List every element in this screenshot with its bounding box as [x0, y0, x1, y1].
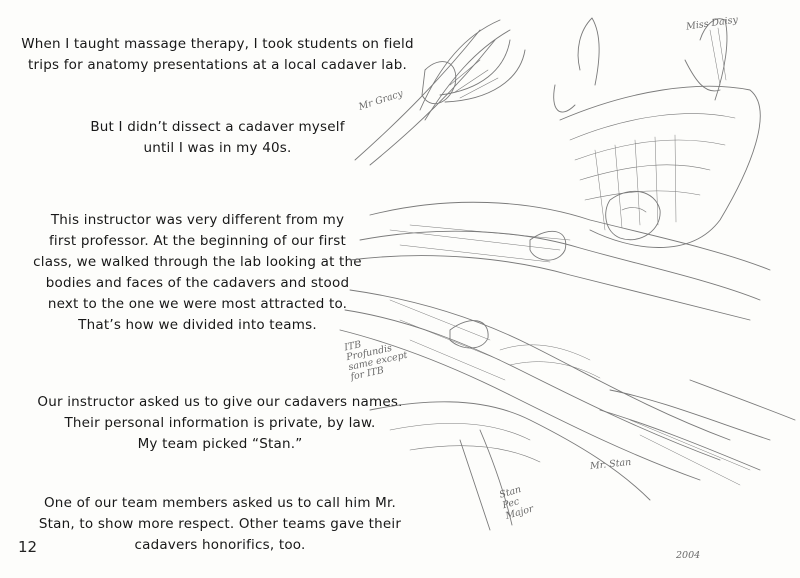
text-line: Our instructor asked us to give our cadavers names.: [37, 394, 403, 410]
text-line: This instructor was very different from my: [50, 212, 345, 228]
text-line: class, we walked through the lab looking at the: [33, 254, 362, 270]
text-line: My team picked “Stan.”: [137, 436, 303, 452]
text-line: When I taught massage therapy, I took students on field: [21, 36, 414, 52]
text-line: cadavers honorifics, too.: [134, 537, 306, 553]
sketch-note-stan-pec: Stan Pec Major: [498, 484, 535, 522]
sketch-note-itb: ITB Profundis same except for ITB: [343, 339, 409, 383]
page-number: 12: [18, 538, 38, 556]
text-line: until I was in my 40s.: [143, 140, 292, 156]
sketch-note-mr-gracy: Mr Gracy: [357, 88, 405, 113]
text-line: That’s how we divided into teams.: [78, 317, 317, 333]
sketch-year: 2004: [676, 550, 701, 561]
text-line: One of our team members asked us to call him Mr.: [43, 495, 397, 511]
text-line: next to the one we were most attracted to.: [47, 296, 348, 312]
text-line: Their personal information is private, by law.: [64, 415, 376, 431]
text-line: Stan, to show more respect. Other teams gave their: [38, 516, 402, 532]
text-line: But I didn’t dissect a cadaver myself: [90, 119, 345, 135]
text-line: trips for anatomy presentations at a local cadaver lab.: [28, 57, 407, 73]
text-line: bodies and faces of the cadavers and stood: [45, 275, 350, 291]
text-line: first professor. At the beginning of our first: [48, 233, 347, 249]
cadaver-muscle-sketch: [330, 0, 800, 578]
narration-paragraph-3: [20, 210, 375, 336]
sketch-note-miss-daisy: Miss Daisy: [685, 14, 739, 33]
sketch-note-mr-stan: Mr. Stan: [589, 456, 632, 473]
